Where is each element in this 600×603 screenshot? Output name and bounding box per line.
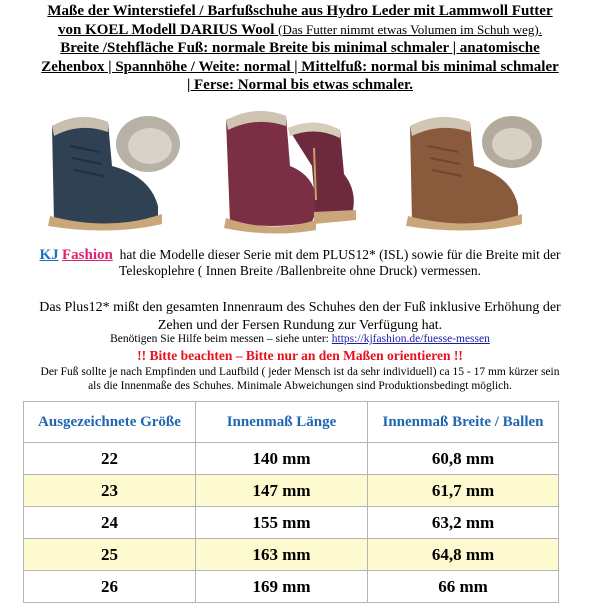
boot-burgundy-image xyxy=(212,104,362,238)
warning-text: !! Bitte beachten – Bitte nur an den Maßen orientieren !! xyxy=(137,348,463,363)
plus-line-1: Das Plus12* mißt den gesamten Innenraum des Schuhes den der Fuß inklusive Erhöhung der xyxy=(39,300,561,315)
product-photos xyxy=(0,104,600,240)
header-width: Innenmaß Breite / Ballen xyxy=(368,402,559,443)
header-size: Ausgezeichnete Größe xyxy=(24,402,196,443)
cell-length: 147 mm xyxy=(196,475,368,507)
header-line-2: von KOEL Modell DARIUS Wool (Das Futter nimmt etwas Volumen im Schuh weg). xyxy=(57,21,542,38)
table-row xyxy=(24,507,559,539)
table-row xyxy=(24,571,559,603)
help-label: Benötigen Sie Hilfe beim messen – siehe unter: xyxy=(110,333,329,345)
size-table xyxy=(23,401,559,603)
table-row xyxy=(24,475,559,507)
plus12-text xyxy=(0,299,600,335)
note-text xyxy=(0,365,600,393)
intro-line-1: hat die Modelle dieser Serie mit dem PLUS12* (ISL) sowie für die Breite mit der xyxy=(119,247,561,262)
note-line-1: Der Fuß sollte je nach Empfinden und Laufbild ( jeder Mensch ist da sehr individuell) ca 15 - 17 mm kürzer sein xyxy=(40,366,560,378)
header-line-5: | Ferse: Normal bis etwas schmaler. xyxy=(186,77,414,93)
boot-brown-image xyxy=(400,106,550,236)
header-line-4: Zehenbox | Spannhöhe / Weite: normal | Mittelfuß: normal bis minimal schmaler xyxy=(41,58,559,75)
cell-length: 169 mm xyxy=(196,571,368,603)
cell-width: 60,8 mm xyxy=(368,443,559,475)
table-header-row xyxy=(24,402,559,443)
table-row xyxy=(24,539,559,571)
cell-size: 23 xyxy=(24,475,196,507)
cell-length: 140 mm xyxy=(196,443,368,475)
note-line-2: als die Innenmaße des Schuhes. Minimale Abweichungen sind Produktionsbedingt möglich. xyxy=(88,380,512,392)
cell-width: 61,7 mm xyxy=(368,475,559,507)
brand-fashion: Fashion xyxy=(62,247,113,263)
cell-length: 163 mm xyxy=(196,539,368,571)
cell-width: 64,8 mm xyxy=(368,539,559,571)
cell-size: 24 xyxy=(24,507,196,539)
boot-navy-image xyxy=(40,106,190,236)
help-text xyxy=(0,332,600,346)
cell-size: 25 xyxy=(24,539,196,571)
header-line-1: Maße der Winterstiefel / Barfußschuhe aus Hydro Leder mit Lammwoll Futter xyxy=(47,3,553,19)
cell-size: 22 xyxy=(24,443,196,475)
header-length: Innenmaß Länge xyxy=(196,402,368,443)
plus-line-2: Zehen und der Fersen Rundung zur Verfügung hat. xyxy=(157,318,443,333)
table-row xyxy=(24,443,559,475)
intro-line-2: Teleskoplehre ( Innen Breite /Ballenbreite ohne Druck) vermessen. xyxy=(119,263,481,278)
header-line-3: Breite /Stehfläche Fuß: normale Breite bis minimal schmaler | anatomische xyxy=(60,40,540,56)
cell-length: 155 mm xyxy=(196,507,368,539)
cell-width: 63,2 mm xyxy=(368,507,559,539)
cell-size: 26 xyxy=(24,571,196,603)
intro-text xyxy=(0,247,600,279)
cell-width: 66 mm xyxy=(368,571,559,603)
page-header xyxy=(4,2,596,95)
brand-kj: KJ xyxy=(39,247,59,263)
measure-help-link[interactable]: https://kjfashion.de/fuesse-messen xyxy=(331,333,490,345)
